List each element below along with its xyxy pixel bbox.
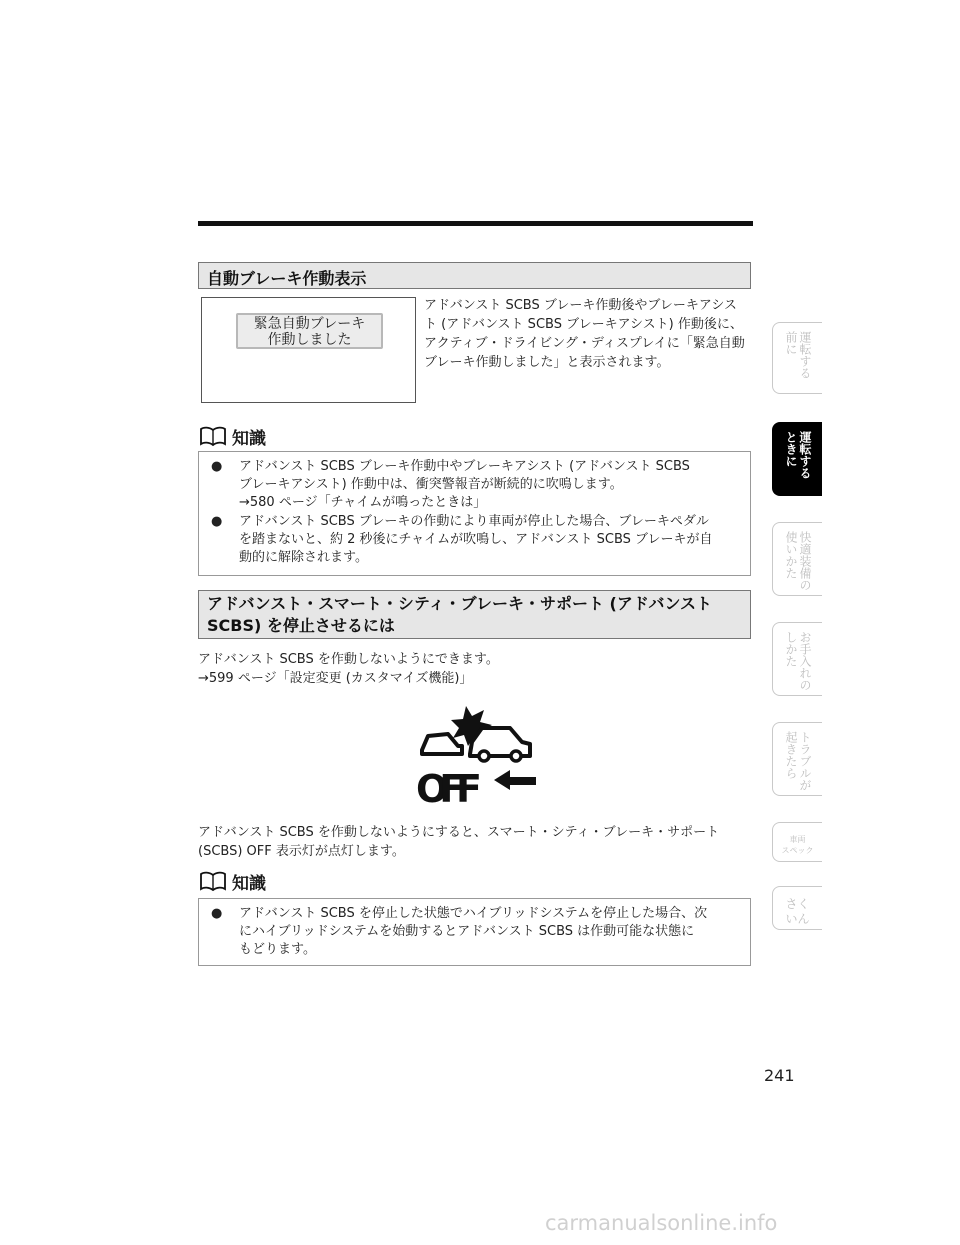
disable-intro <box>198 650 748 688</box>
tab-label: 前に <box>784 331 798 355</box>
side-tab-comfort-features[interactable] <box>772 522 822 596</box>
page-reference-link[interactable]: →580 ページ「チャイムが鳴ったときは」 <box>239 495 487 510</box>
book-icon <box>198 425 228 447</box>
side-tab-troubleshooting[interactable] <box>772 722 822 796</box>
list-item-line: もどります。 <box>239 942 316 957</box>
list-item-line: ブレーキアシスト) 作動中は、衝突警報音が断続的に吹鳴します。 <box>239 477 623 492</box>
book-icon <box>198 870 228 892</box>
display-illustration <box>201 297 416 403</box>
tab-label: お手入れの <box>798 631 812 691</box>
section-title-line-1: アドバンスト・スマート・シティ・ブレーキ・サポート (アドバンスト <box>207 594 713 613</box>
side-tab-while-driving[interactable] <box>772 422 822 496</box>
tab-label: スペック <box>781 846 814 855</box>
off-indicator-description <box>198 823 748 861</box>
tab-label: ときに <box>784 431 798 467</box>
tab-label: しかた <box>784 631 798 667</box>
page-reference-link[interactable]: →599 ページ「設定変更 (カスタマイズ機能)」 <box>198 671 473 686</box>
auto-brake-description: アドバンスト SCBS ブレーキ作動後やブレーキアシスト (アドバンスト SCBS ブレーキアシスト) 作動後に、アクティブ・ドライビング・ディスプレイに「緊急自動ブレーキ作動しました」と表示されます。 <box>424 298 745 370</box>
bullet: ● <box>211 459 223 474</box>
side-tab-before-driving[interactable] <box>772 322 822 394</box>
side-tab-index[interactable] <box>772 886 822 930</box>
page-number: 241 <box>764 1066 795 1085</box>
description-line: アドバンスト SCBS を作動しないようにすると、スマート・シティ・ブレーキ・サポート <box>198 825 720 840</box>
side-tab-maintenance[interactable] <box>772 622 822 696</box>
tab-label: 起きたら <box>784 731 798 779</box>
list-item-line: にハイブリッドシステムを始動するとアドバンスト SCBS は作動可能な状態に <box>239 924 695 939</box>
list-item-line: アドバンスト SCBS を停止した状態でハイブリッドシステムを停止した場合、次 <box>239 906 708 921</box>
knowledge-heading <box>198 424 266 448</box>
tab-label: 使いかた <box>784 531 798 579</box>
display-message-line-2: 作動しました <box>267 332 352 348</box>
tab-label: さく <box>785 897 810 911</box>
intro-line: アドバンスト SCBS を作動しないようにできます。 <box>198 652 499 667</box>
knowledge-box-1 <box>198 451 751 576</box>
section-title-line-2: SCBS) を停止させるには <box>207 616 395 635</box>
tab-label: 運転する <box>798 431 812 479</box>
watermark: carmanualsonline.info <box>545 1211 778 1235</box>
list-item-line: を踏まないと、約 2 秒後にチャイムが吹鳴し、アドバンスト SCBS ブレーキが自 <box>239 532 713 547</box>
tab-label: 運転する <box>798 331 812 379</box>
section-title-disable-scbs <box>198 590 751 639</box>
display-message-line-1: 緊急自動ブレーキ <box>253 316 366 332</box>
list-item-line: アドバンスト SCBS ブレーキの作動により車両が停止した場合、ブレーキペダル <box>239 514 709 529</box>
side-tab-specifications[interactable] <box>772 822 822 862</box>
section-title-auto-brake-display: 自動ブレーキ作動表示 <box>198 262 751 289</box>
list-item-line: アドバンスト SCBS ブレーキ作動中やブレーキアシスト (アドバンスト SCBS <box>239 459 690 474</box>
list-item <box>209 513 740 567</box>
bullet: ● <box>211 514 223 529</box>
top-rule <box>198 221 753 226</box>
tab-label: 快適装備の <box>798 531 812 591</box>
tab-label: 車両 <box>789 835 806 844</box>
knowledge-label: 知識 <box>232 428 266 449</box>
off-text: OFF <box>416 767 482 808</box>
scbs-off-indicator-icon <box>414 698 540 808</box>
description-line: (SCBS) OFF 表示灯が点灯します。 <box>198 844 405 859</box>
tab-label: トラブルが <box>798 731 812 791</box>
list-item <box>209 905 740 959</box>
tab-label: いん <box>785 912 810 926</box>
list-item <box>209 458 740 512</box>
knowledge-label: 知識 <box>232 873 266 894</box>
knowledge-heading <box>198 869 266 893</box>
bullet: ● <box>211 906 223 921</box>
knowledge-box-2 <box>198 898 751 966</box>
display-message <box>236 313 383 349</box>
list-item-line: 動的に解除されます。 <box>239 550 368 565</box>
